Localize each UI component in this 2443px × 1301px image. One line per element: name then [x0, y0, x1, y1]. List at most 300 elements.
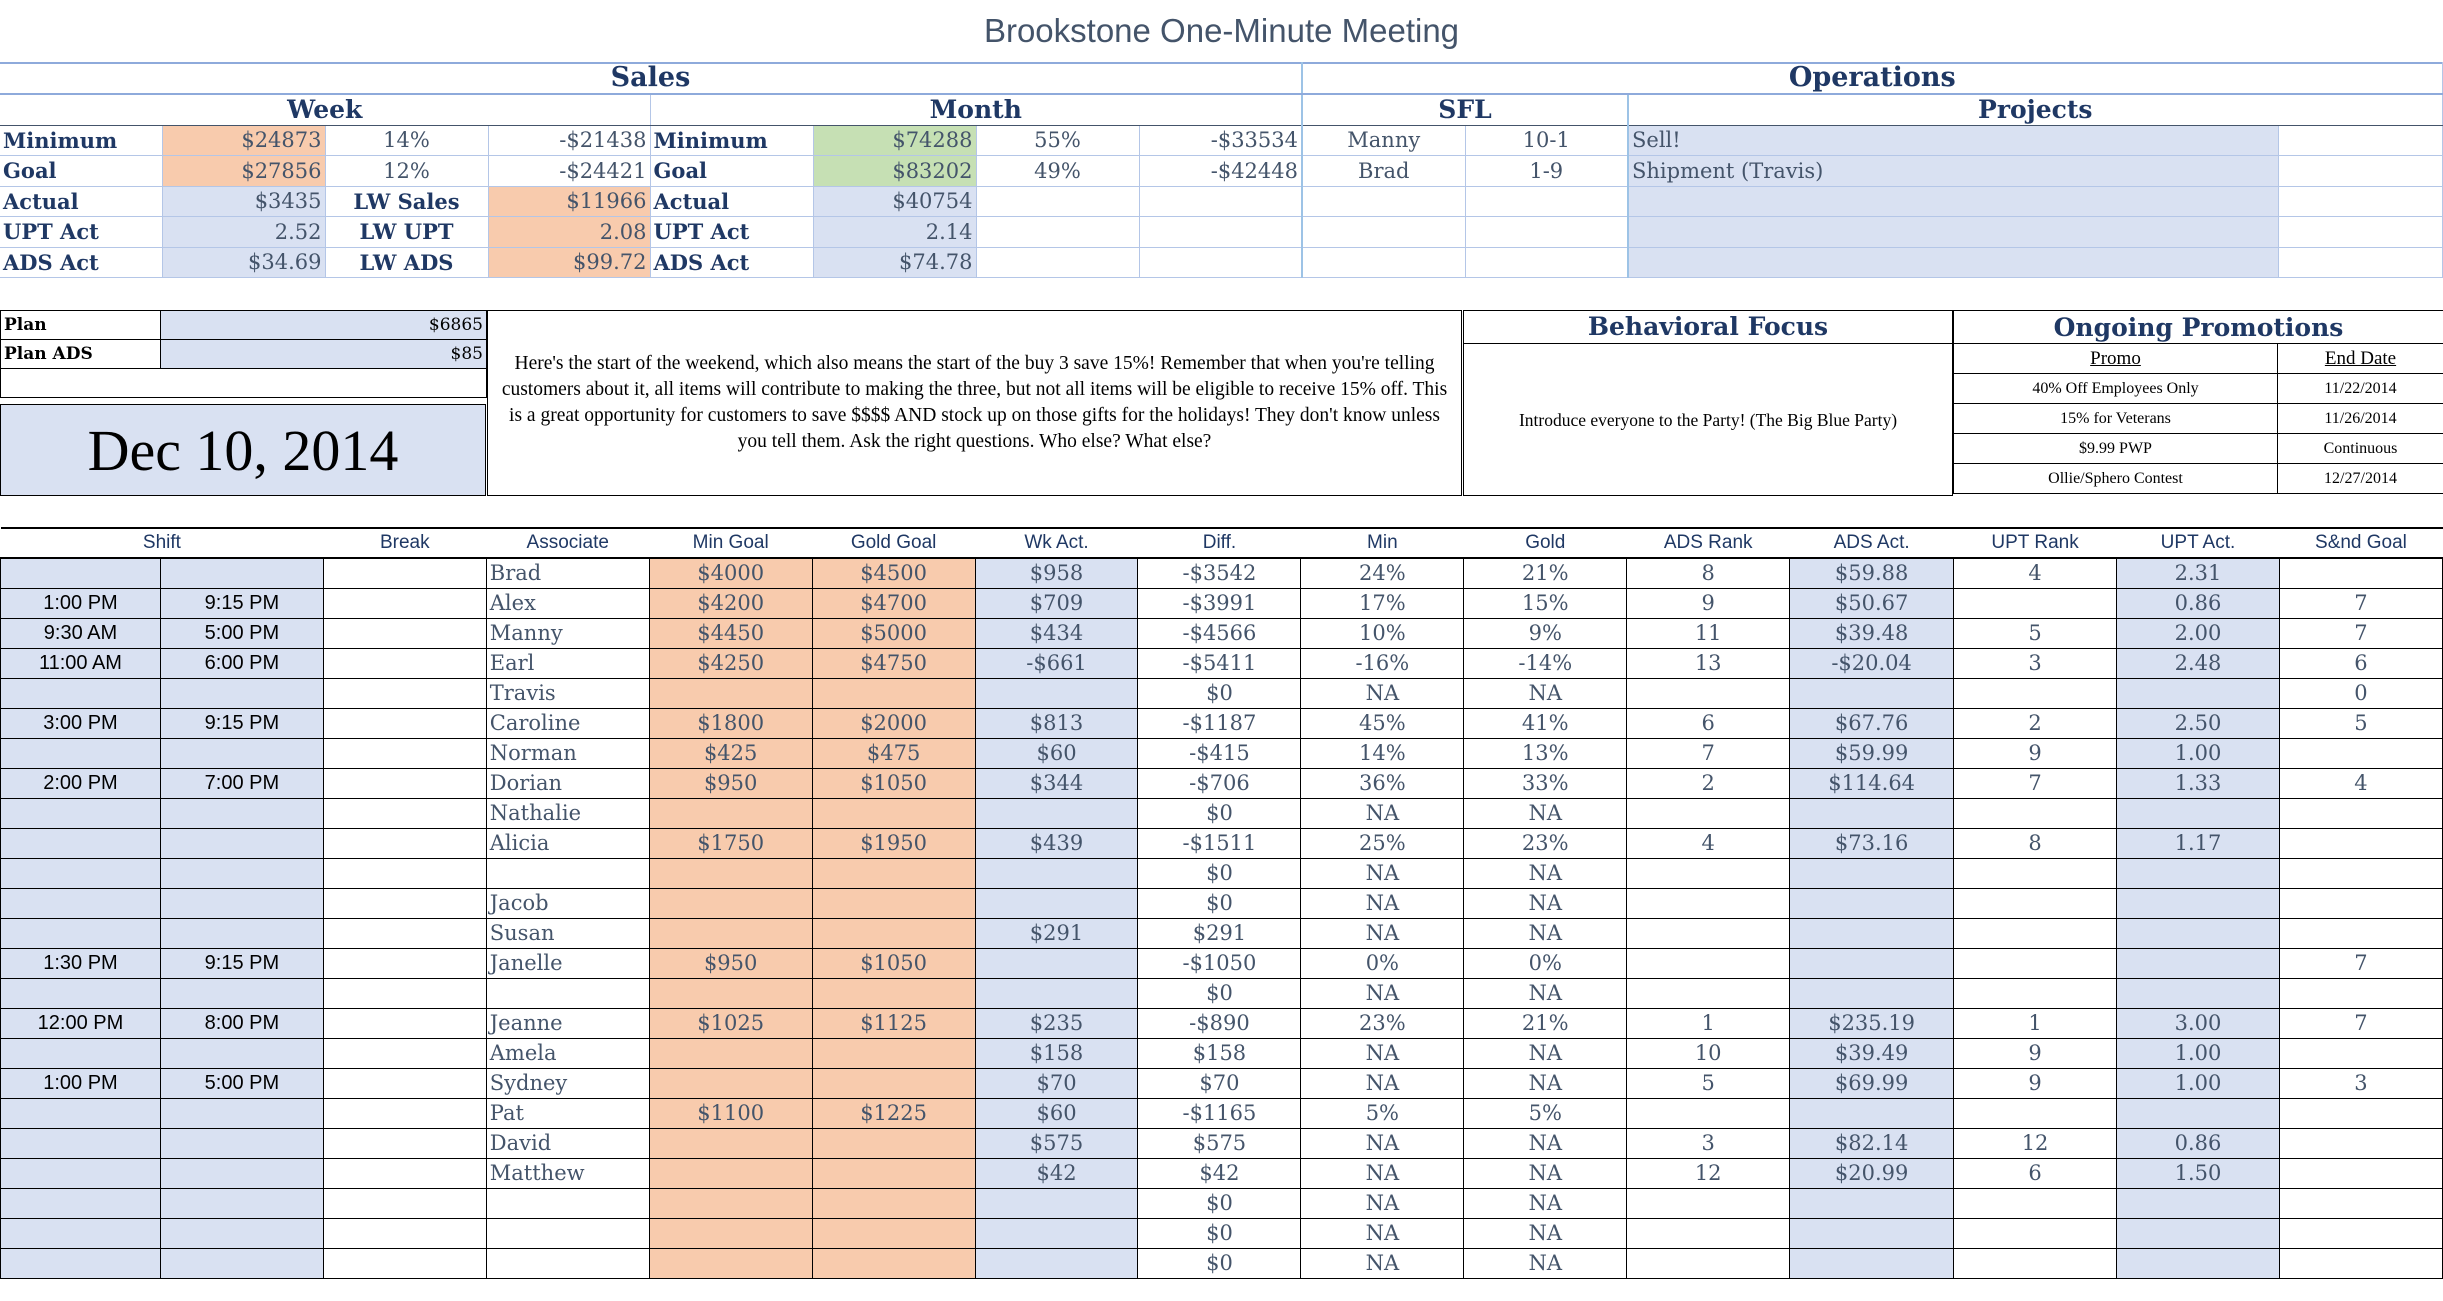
shift-end[interactable]: 8:00 PM	[160, 1008, 323, 1038]
week-min-value[interactable]: $24873	[162, 125, 325, 156]
ads-rank-cell[interactable]: 3	[1627, 1128, 1790, 1158]
lw-upt-value[interactable]: 2.08	[488, 217, 650, 248]
sand-goal-cell[interactable]	[2279, 558, 2442, 588]
upt-rank-cell[interactable]	[1954, 918, 2117, 948]
min-goal-cell[interactable]: $1100	[649, 1098, 812, 1128]
shift-end[interactable]	[160, 1158, 323, 1188]
sand-goal-cell[interactable]	[2279, 1128, 2442, 1158]
wk-act-cell[interactable]	[975, 1188, 1138, 1218]
week-min-diff[interactable]: -$21438	[488, 125, 650, 156]
diff-cell[interactable]: $0	[1138, 858, 1301, 888]
shift-end[interactable]	[160, 918, 323, 948]
shift-end[interactable]	[160, 558, 323, 588]
wk-act-cell[interactable]: $291	[975, 918, 1138, 948]
upt-act-cell[interactable]	[2117, 1098, 2280, 1128]
empty-cell[interactable]	[1465, 186, 1628, 217]
shift-start[interactable]	[1, 1218, 161, 1248]
gold-pct-cell[interactable]: NA	[1464, 1068, 1627, 1098]
upt-rank-cell[interactable]: 6	[1954, 1158, 2117, 1188]
diff-cell[interactable]: $158	[1138, 1038, 1301, 1068]
ads-act-cell[interactable]: $50.67	[1790, 588, 1954, 618]
sfl-value[interactable]: 10-1	[1465, 125, 1628, 156]
break-cell[interactable]	[323, 588, 486, 618]
gold-goal-cell[interactable]	[812, 1068, 975, 1098]
ads-rank-cell[interactable]	[1627, 948, 1790, 978]
empty-cell[interactable]	[1139, 186, 1302, 217]
associate-name[interactable]: Amela	[486, 1038, 649, 1068]
project-extra[interactable]	[2278, 125, 2442, 156]
upt-act-cell[interactable]: 2.48	[2117, 648, 2280, 678]
empty-cell[interactable]	[1, 369, 487, 398]
associate-name[interactable]: Alex	[486, 588, 649, 618]
sand-goal-cell[interactable]	[2279, 828, 2442, 858]
empty-cell[interactable]	[1302, 247, 1465, 278]
upt-act-cell[interactable]: 2.31	[2117, 558, 2280, 588]
upt-act-cell[interactable]	[2117, 858, 2280, 888]
shift-end[interactable]	[160, 828, 323, 858]
shift-end[interactable]: 9:15 PM	[160, 708, 323, 738]
gold-pct-cell[interactable]: 23%	[1464, 828, 1627, 858]
min-pct-cell[interactable]: NA	[1301, 678, 1464, 708]
meeting-message[interactable]: Here's the start of the weekend, which also means the start of the buy 3 save 15%! Remember that when you're telling customers about it, all items will contribute to making the three, but not all items will be eligible to receive 15% off. This is a great opportunity for customers to save $$$$ AND stock up on those gifts for the holidays! They don't know unless you tell them. Ask the right questions. Who else? What else?	[487, 310, 1462, 496]
associate-name[interactable]: Matthew	[486, 1158, 649, 1188]
upt-act-cell[interactable]: 0.86	[2117, 588, 2280, 618]
gold-pct-cell[interactable]: NA	[1464, 1248, 1627, 1278]
shift-end[interactable]	[160, 978, 323, 1008]
gold-goal-cell[interactable]	[812, 1248, 975, 1278]
break-cell[interactable]	[323, 1098, 486, 1128]
upt-rank-cell[interactable]	[1954, 888, 2117, 918]
gold-goal-cell[interactable]: $2000	[812, 708, 975, 738]
empty-cell[interactable]	[976, 186, 1139, 217]
upt-act-cell[interactable]: 0.86	[2117, 1128, 2280, 1158]
wk-act-cell[interactable]	[975, 1218, 1138, 1248]
gold-pct-cell[interactable]: 13%	[1464, 738, 1627, 768]
upt-rank-cell[interactable]: 1	[1954, 1008, 2117, 1038]
gold-pct-cell[interactable]: NA	[1464, 978, 1627, 1008]
min-goal-cell[interactable]: $4200	[649, 588, 812, 618]
min-goal-cell[interactable]	[649, 1188, 812, 1218]
ads-act-cell[interactable]: $59.88	[1790, 558, 1954, 588]
break-cell[interactable]	[323, 1068, 486, 1098]
upt-rank-cell[interactable]: 5	[1954, 618, 2117, 648]
ads-rank-cell[interactable]	[1627, 918, 1790, 948]
break-cell[interactable]	[323, 1008, 486, 1038]
shift-end[interactable]: 7:00 PM	[160, 768, 323, 798]
behavioral-focus-text[interactable]: Introduce everyone to the Party! (The Big Blue Party)	[1518, 409, 1898, 430]
upt-rank-cell[interactable]: 9	[1954, 1038, 2117, 1068]
wk-act-cell[interactable]	[975, 978, 1138, 1008]
associate-name[interactable]: Dorian	[486, 768, 649, 798]
shift-start[interactable]: 1:30 PM	[1, 948, 161, 978]
gold-pct-cell[interactable]: 21%	[1464, 558, 1627, 588]
promo-end-date[interactable]: 12/27/2014	[2278, 464, 2443, 494]
project-item[interactable]	[1628, 186, 2278, 217]
shift-end[interactable]	[160, 1218, 323, 1248]
lw-sales-value[interactable]: $11966	[488, 186, 650, 217]
gold-goal-cell[interactable]: $1225	[812, 1098, 975, 1128]
min-goal-cell[interactable]: $4000	[649, 558, 812, 588]
min-goal-cell[interactable]	[649, 678, 812, 708]
min-goal-cell[interactable]	[649, 1038, 812, 1068]
shift-end[interactable]	[160, 798, 323, 828]
upt-act-cell[interactable]	[2117, 798, 2280, 828]
ads-rank-cell[interactable]	[1627, 978, 1790, 1008]
upt-rank-cell[interactable]	[1954, 858, 2117, 888]
gold-goal-cell[interactable]: $1125	[812, 1008, 975, 1038]
gold-goal-cell[interactable]: $1950	[812, 828, 975, 858]
empty-cell[interactable]	[1465, 217, 1628, 248]
empty-cell[interactable]	[1139, 247, 1302, 278]
month-min-diff[interactable]: -$33534	[1139, 125, 1302, 156]
ads-act-cell[interactable]	[1790, 888, 1954, 918]
gold-goal-cell[interactable]	[812, 858, 975, 888]
upt-act-cell[interactable]	[2117, 1188, 2280, 1218]
ads-act-cell[interactable]: $82.14	[1790, 1128, 1954, 1158]
ads-act-cell[interactable]: $39.49	[1790, 1038, 1954, 1068]
ads-act-cell[interactable]: $73.16	[1790, 828, 1954, 858]
ads-rank-cell[interactable]: 5	[1627, 1068, 1790, 1098]
associate-name[interactable]: Pat	[486, 1098, 649, 1128]
promo-name[interactable]: 40% Off Employees Only	[1954, 374, 2278, 404]
shift-start[interactable]: 11:00 AM	[1, 648, 161, 678]
shift-start[interactable]	[1, 558, 161, 588]
project-item[interactable]: Sell!	[1628, 125, 2278, 156]
wk-act-cell[interactable]: $958	[975, 558, 1138, 588]
ads-act-cell[interactable]: $69.99	[1790, 1068, 1954, 1098]
ads-act-cell[interactable]	[1790, 798, 1954, 828]
month-goal-pct[interactable]: 49%	[976, 156, 1139, 187]
diff-cell[interactable]: -$5411	[1138, 648, 1301, 678]
shift-start[interactable]	[1, 1038, 161, 1068]
wk-act-cell[interactable]: $439	[975, 828, 1138, 858]
break-cell[interactable]	[323, 1248, 486, 1278]
month-min-pct[interactable]: 55%	[976, 125, 1139, 156]
sand-goal-cell[interactable]: 7	[2279, 1008, 2442, 1038]
gold-goal-cell[interactable]	[812, 888, 975, 918]
ads-rank-cell[interactable]: 6	[1627, 708, 1790, 738]
break-cell[interactable]	[323, 858, 486, 888]
upt-rank-cell[interactable]	[1954, 978, 2117, 1008]
min-pct-cell[interactable]: NA	[1301, 1068, 1464, 1098]
sfl-name[interactable]: Brad	[1302, 156, 1465, 187]
ads-rank-cell[interactable]: 8	[1627, 558, 1790, 588]
associate-name[interactable]: Alicia	[486, 828, 649, 858]
diff-cell[interactable]: -$706	[1138, 768, 1301, 798]
project-extra[interactable]	[2278, 186, 2442, 217]
sand-goal-cell[interactable]: 3	[2279, 1068, 2442, 1098]
min-pct-cell[interactable]: NA	[1301, 1158, 1464, 1188]
break-cell[interactable]	[323, 1218, 486, 1248]
wk-act-cell[interactable]: -$661	[975, 648, 1138, 678]
promo-name[interactable]: $9.99 PWP	[1954, 434, 2278, 464]
diff-cell[interactable]: $0	[1138, 678, 1301, 708]
upt-act-cell[interactable]: 1.17	[2117, 828, 2280, 858]
shift-start[interactable]	[1, 1158, 161, 1188]
ads-act-cell[interactable]: $67.76	[1790, 708, 1954, 738]
shift-end[interactable]: 6:00 PM	[160, 648, 323, 678]
lw-ads-value[interactable]: $99.72	[488, 247, 650, 278]
shift-start[interactable]: 9:30 AM	[1, 618, 161, 648]
min-pct-cell[interactable]: NA	[1301, 858, 1464, 888]
min-pct-cell[interactable]: NA	[1301, 1038, 1464, 1068]
sand-goal-cell[interactable]: 5	[2279, 708, 2442, 738]
upt-act-cell[interactable]	[2117, 978, 2280, 1008]
gold-pct-cell[interactable]: 21%	[1464, 1008, 1627, 1038]
upt-act-cell[interactable]	[2117, 1218, 2280, 1248]
shift-start[interactable]	[1, 798, 161, 828]
break-cell[interactable]	[323, 618, 486, 648]
gold-pct-cell[interactable]: 33%	[1464, 768, 1627, 798]
gold-pct-cell[interactable]: NA	[1464, 1218, 1627, 1248]
min-goal-cell[interactable]	[649, 978, 812, 1008]
min-goal-cell[interactable]	[649, 1248, 812, 1278]
diff-cell[interactable]: $575	[1138, 1128, 1301, 1158]
ads-rank-cell[interactable]	[1627, 678, 1790, 708]
ads-rank-cell[interactable]	[1627, 858, 1790, 888]
shift-start[interactable]	[1, 888, 161, 918]
month-goal-diff[interactable]: -$42448	[1139, 156, 1302, 187]
diff-cell[interactable]: -$4566	[1138, 618, 1301, 648]
gold-goal-cell[interactable]: $5000	[812, 618, 975, 648]
upt-rank-cell[interactable]	[1954, 798, 2117, 828]
upt-act-cell[interactable]: 3.00	[2117, 1008, 2280, 1038]
min-pct-cell[interactable]: 0%	[1301, 948, 1464, 978]
wk-act-cell[interactable]	[975, 888, 1138, 918]
associate-name[interactable]	[486, 858, 649, 888]
ads-rank-cell[interactable]	[1627, 888, 1790, 918]
ads-act-cell[interactable]: -$20.04	[1790, 648, 1954, 678]
shift-end[interactable]: 9:15 PM	[160, 948, 323, 978]
gold-goal-cell[interactable]	[812, 1218, 975, 1248]
gold-goal-cell[interactable]	[812, 918, 975, 948]
sand-goal-cell[interactable]	[2279, 1158, 2442, 1188]
plan-ads-value[interactable]: $85	[161, 340, 487, 369]
min-goal-cell[interactable]	[649, 918, 812, 948]
sand-goal-cell[interactable]: 4	[2279, 768, 2442, 798]
ads-act-cell[interactable]: $39.48	[1790, 618, 1954, 648]
gold-goal-cell[interactable]: $4750	[812, 648, 975, 678]
shift-start[interactable]	[1, 1188, 161, 1218]
ads-rank-cell[interactable]: 9	[1627, 588, 1790, 618]
min-goal-cell[interactable]: $950	[649, 948, 812, 978]
min-goal-cell[interactable]: $425	[649, 738, 812, 768]
upt-act-cell[interactable]: 1.00	[2117, 1038, 2280, 1068]
shift-start[interactable]: 12:00 PM	[1, 1008, 161, 1038]
associate-name[interactable]: Manny	[486, 618, 649, 648]
shift-start[interactable]	[1, 738, 161, 768]
ads-rank-cell[interactable]	[1627, 1188, 1790, 1218]
min-goal-cell[interactable]	[649, 888, 812, 918]
sfl-value[interactable]: 1-9	[1465, 156, 1628, 187]
min-pct-cell[interactable]: NA	[1301, 1128, 1464, 1158]
wk-act-cell[interactable]	[975, 948, 1138, 978]
project-extra[interactable]	[2278, 217, 2442, 248]
week-goal-value[interactable]: $27856	[162, 156, 325, 187]
associate-name[interactable]	[486, 1188, 649, 1218]
shift-end[interactable]: 5:00 PM	[160, 618, 323, 648]
ads-rank-cell[interactable]	[1627, 798, 1790, 828]
ads-rank-cell[interactable]: 2	[1627, 768, 1790, 798]
upt-rank-cell[interactable]	[1954, 588, 2117, 618]
sand-goal-cell[interactable]: 7	[2279, 588, 2442, 618]
upt-rank-cell[interactable]: 7	[1954, 768, 2117, 798]
wk-act-cell[interactable]	[975, 1248, 1138, 1278]
diff-cell[interactable]: $0	[1138, 1248, 1301, 1278]
associate-name[interactable]: Norman	[486, 738, 649, 768]
gold-pct-cell[interactable]: NA	[1464, 1158, 1627, 1188]
break-cell[interactable]	[323, 768, 486, 798]
break-cell[interactable]	[323, 678, 486, 708]
shift-start[interactable]	[1, 978, 161, 1008]
month-upt-value[interactable]: 2.14	[813, 217, 976, 248]
gold-goal-cell[interactable]	[812, 1188, 975, 1218]
promo-end-date[interactable]: Continuous	[2278, 434, 2443, 464]
shift-end[interactable]	[160, 1098, 323, 1128]
shift-end[interactable]	[160, 888, 323, 918]
promo-end-date[interactable]: 11/26/2014	[2278, 404, 2443, 434]
min-pct-cell[interactable]: NA	[1301, 1218, 1464, 1248]
ads-act-cell[interactable]	[1790, 918, 1954, 948]
shift-end[interactable]	[160, 1188, 323, 1218]
diff-cell[interactable]: $42	[1138, 1158, 1301, 1188]
project-extra[interactable]	[2278, 247, 2442, 278]
project-item[interactable]	[1628, 217, 2278, 248]
wk-act-cell[interactable]: $42	[975, 1158, 1138, 1188]
shift-start[interactable]	[1, 678, 161, 708]
ads-rank-cell[interactable]: 7	[1627, 738, 1790, 768]
gold-goal-cell[interactable]	[812, 1128, 975, 1158]
upt-act-cell[interactable]: 1.00	[2117, 738, 2280, 768]
min-goal-cell[interactable]: $950	[649, 768, 812, 798]
diff-cell[interactable]: -$890	[1138, 1008, 1301, 1038]
associate-name[interactable]: Nathalie	[486, 798, 649, 828]
associate-name[interactable]: Earl	[486, 648, 649, 678]
ads-act-cell[interactable]	[1790, 1098, 1954, 1128]
diff-cell[interactable]: $0	[1138, 798, 1301, 828]
diff-cell[interactable]: $0	[1138, 1188, 1301, 1218]
gold-pct-cell[interactable]: 5%	[1464, 1098, 1627, 1128]
break-cell[interactable]	[323, 648, 486, 678]
ads-act-cell[interactable]: $59.99	[1790, 738, 1954, 768]
ads-act-cell[interactable]: $20.99	[1790, 1158, 1954, 1188]
shift-start[interactable]	[1, 1128, 161, 1158]
upt-rank-cell[interactable]: 9	[1954, 738, 2117, 768]
associate-name[interactable]: Brad	[486, 558, 649, 588]
diff-cell[interactable]: -$1511	[1138, 828, 1301, 858]
wk-act-cell[interactable]: $709	[975, 588, 1138, 618]
shift-end[interactable]: 9:15 PM	[160, 588, 323, 618]
ads-act-cell[interactable]: $114.64	[1790, 768, 1954, 798]
ads-rank-cell[interactable]: 4	[1627, 828, 1790, 858]
plan-value[interactable]: $6865	[161, 311, 487, 340]
wk-act-cell[interactable]: $344	[975, 768, 1138, 798]
ads-act-cell[interactable]	[1790, 678, 1954, 708]
empty-cell[interactable]	[1302, 217, 1465, 248]
shift-start[interactable]: 2:00 PM	[1, 768, 161, 798]
break-cell[interactable]	[323, 948, 486, 978]
shift-start[interactable]: 1:00 PM	[1, 588, 161, 618]
sfl-name[interactable]: Manny	[1302, 125, 1465, 156]
upt-act-cell[interactable]: 2.00	[2117, 618, 2280, 648]
break-cell[interactable]	[323, 798, 486, 828]
upt-rank-cell[interactable]: 8	[1954, 828, 2117, 858]
shift-end[interactable]	[160, 1248, 323, 1278]
upt-act-cell[interactable]	[2117, 918, 2280, 948]
gold-pct-cell[interactable]: NA	[1464, 798, 1627, 828]
min-pct-cell[interactable]: 24%	[1301, 558, 1464, 588]
gold-pct-cell[interactable]: NA	[1464, 918, 1627, 948]
wk-act-cell[interactable]	[975, 798, 1138, 828]
gold-pct-cell[interactable]: NA	[1464, 1128, 1627, 1158]
upt-rank-cell[interactable]: 3	[1954, 648, 2117, 678]
empty-cell[interactable]	[976, 247, 1139, 278]
gold-pct-cell[interactable]: 9%	[1464, 618, 1627, 648]
upt-act-cell[interactable]	[2117, 1248, 2280, 1278]
sand-goal-cell[interactable]	[2279, 1248, 2442, 1278]
month-ads-value[interactable]: $74.78	[813, 247, 976, 278]
diff-cell[interactable]: -$3991	[1138, 588, 1301, 618]
break-cell[interactable]	[323, 828, 486, 858]
wk-act-cell[interactable]: $813	[975, 708, 1138, 738]
gold-goal-cell[interactable]: $475	[812, 738, 975, 768]
min-goal-cell[interactable]	[649, 798, 812, 828]
ads-act-cell[interactable]: $235.19	[1790, 1008, 1954, 1038]
diff-cell[interactable]: $0	[1138, 888, 1301, 918]
upt-act-cell[interactable]: 1.33	[2117, 768, 2280, 798]
gold-pct-cell[interactable]: NA	[1464, 1188, 1627, 1218]
ads-rank-cell[interactable]: 11	[1627, 618, 1790, 648]
project-item[interactable]: Shipment (Travis)	[1628, 156, 2278, 187]
sand-goal-cell[interactable]	[2279, 978, 2442, 1008]
wk-act-cell[interactable]: $434	[975, 618, 1138, 648]
wk-act-cell[interactable]: $60	[975, 1098, 1138, 1128]
empty-cell[interactable]	[1302, 186, 1465, 217]
break-cell[interactable]	[323, 1128, 486, 1158]
associate-name[interactable]	[486, 978, 649, 1008]
associate-name[interactable]	[486, 1248, 649, 1278]
sand-goal-cell[interactable]	[2279, 1218, 2442, 1248]
upt-act-cell[interactable]: 1.00	[2117, 1068, 2280, 1098]
wk-act-cell[interactable]: $70	[975, 1068, 1138, 1098]
sand-goal-cell[interactable]	[2279, 738, 2442, 768]
upt-rank-cell[interactable]: 9	[1954, 1068, 2117, 1098]
gold-pct-cell[interactable]: 0%	[1464, 948, 1627, 978]
upt-rank-cell[interactable]	[1954, 1248, 2117, 1278]
wk-act-cell[interactable]: $60	[975, 738, 1138, 768]
upt-act-cell[interactable]	[2117, 948, 2280, 978]
min-pct-cell[interactable]: NA	[1301, 1248, 1464, 1278]
promo-end-date[interactable]: 11/22/2014	[2278, 374, 2443, 404]
upt-rank-cell[interactable]: 2	[1954, 708, 2117, 738]
ads-rank-cell[interactable]: 12	[1627, 1158, 1790, 1188]
ads-act-cell[interactable]	[1790, 1218, 1954, 1248]
project-item[interactable]	[1628, 247, 2278, 278]
gold-goal-cell[interactable]	[812, 978, 975, 1008]
gold-pct-cell[interactable]: NA	[1464, 858, 1627, 888]
shift-start[interactable]	[1, 828, 161, 858]
diff-cell[interactable]: -$1050	[1138, 948, 1301, 978]
min-pct-cell[interactable]: 5%	[1301, 1098, 1464, 1128]
sand-goal-cell[interactable]	[2279, 858, 2442, 888]
shift-start[interactable]	[1, 1248, 161, 1278]
diff-cell[interactable]: $0	[1138, 978, 1301, 1008]
sand-goal-cell[interactable]: 7	[2279, 618, 2442, 648]
upt-act-cell[interactable]: 2.50	[2117, 708, 2280, 738]
wk-act-cell[interactable]: $235	[975, 1008, 1138, 1038]
min-pct-cell[interactable]: 45%	[1301, 708, 1464, 738]
upt-act-cell[interactable]	[2117, 678, 2280, 708]
